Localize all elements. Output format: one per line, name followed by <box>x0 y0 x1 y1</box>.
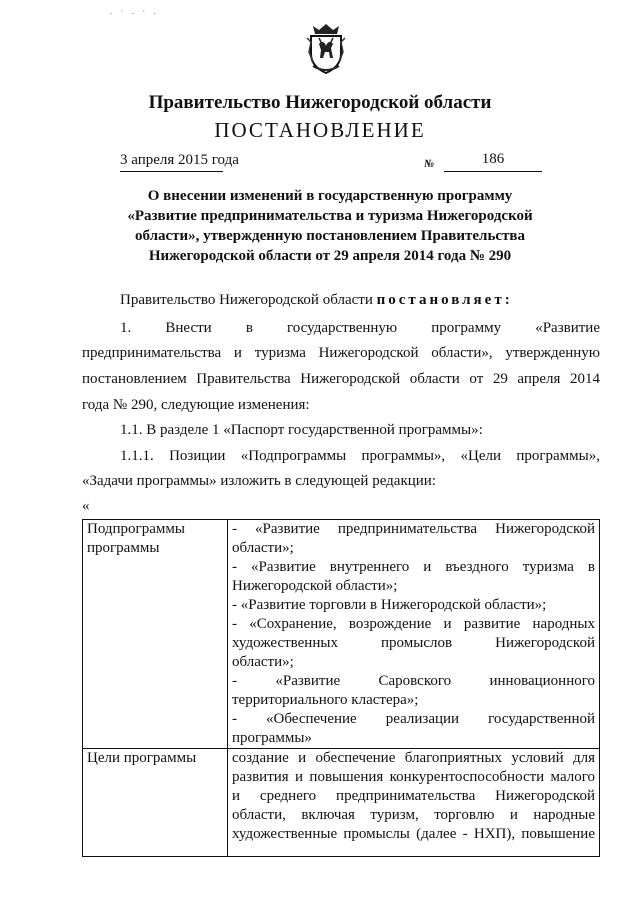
paragraph-1-line-3: постановлением Правительства Нижегородской области от 29 апреля 2014 <box>82 371 600 387</box>
paragraph-1-1-1-line-2: «Задачи программы» изложить в следующей редакции: <box>82 473 436 489</box>
row-text-line: - «Обеспечение реализации государственной <box>232 711 595 727</box>
paragraph-word: государственную <box>287 320 398 336</box>
paragraph-1-1: 1.1. В разделе 1 «Паспорт государственной программы»: <box>120 422 483 438</box>
subject-line: области», утвержденную постановлением Правительства <box>134 228 526 244</box>
paragraph-word: Внести <box>165 320 212 336</box>
row-text-line: - «Развитие торговли в Нижегородской области»; <box>232 597 547 613</box>
number-underline <box>444 171 542 172</box>
row-label-cell <box>83 520 228 749</box>
number-label: № <box>424 158 435 170</box>
row-text-line: - «Сохранение, возрождение и развитие народных <box>232 616 595 632</box>
row-label-cell <box>83 749 228 857</box>
date-underline <box>120 171 223 172</box>
paragraph-1-line-2: предпринимательства и туризма Нижегородской области», утвержденную <box>82 345 600 361</box>
paragraph-word: программу <box>431 320 502 336</box>
subject-line: О внесении изменений в государственную программу <box>147 188 513 204</box>
row-label: программы <box>87 540 160 556</box>
table-row <box>83 749 600 857</box>
paragraph-1-1-1-line-1: 1.1.1. Позиции «Подпрограммы программы», «Цели программы», <box>120 448 600 464</box>
row-label: Подпрограммы <box>87 521 185 537</box>
subject-line: «Развитие предпринимательства и туризма Нижегородской <box>127 208 533 224</box>
paragraph-1-line-4: года № 290, следующие изменения: <box>82 397 310 413</box>
row-text-line: области»; <box>232 540 294 556</box>
row-text-line: программы» <box>232 730 312 746</box>
row-text-line: художественные промыслы (далее - НХП), повышение <box>232 826 595 842</box>
row-text-line: - «Развитие Саровского инновационного <box>232 673 595 689</box>
row-text-line: - «Развитие внутреннего и въездного туризма в <box>232 559 595 575</box>
subject-line: Нижегородской области от 29 апреля 2014 года № 290 <box>148 248 512 264</box>
document-number: 186 <box>481 151 505 167</box>
row-text-line: развития и повышения конкурентоспособности малого <box>232 769 595 785</box>
document-date: 3 апреля 2015 года <box>120 152 239 168</box>
government-title: Правительство Нижегородской области <box>148 92 492 113</box>
table-row <box>83 520 600 749</box>
intro-verb: постановляет: <box>376 292 513 308</box>
row-text-line: - «Развитие предпринимательства Нижегородской <box>232 521 595 537</box>
paragraph-number: 1. <box>120 320 132 336</box>
row-value-cell <box>228 749 600 857</box>
row-value-cell <box>228 520 600 749</box>
coat-of-arms-emblem <box>303 22 349 74</box>
row-text-line: области, включая туризм, торговлю и народные <box>232 807 595 823</box>
document-subject <box>95 186 565 266</box>
paragraph-word: в <box>245 320 253 336</box>
row-text-line: создание и обеспечение благоприятных условий для <box>232 750 595 766</box>
top-marks: . · . · . <box>110 6 159 16</box>
paragraph-1-line-1 <box>120 318 600 338</box>
resolution-intro <box>120 290 513 310</box>
row-label: Цели программы <box>87 750 197 766</box>
intro-prefix: Правительство Нижегородской области <box>120 292 373 308</box>
row-text-line: Нижегородской области»; <box>232 578 398 594</box>
paragraph-word: «Развитие <box>535 320 600 336</box>
row-text-line-cut <box>232 844 595 856</box>
row-text-line: области»; <box>232 654 294 670</box>
row-text-line: художественных промыслов Нижегородской <box>232 635 595 651</box>
document-type-heading: ПОСТАНОВЛЕНИЕ <box>214 118 426 142</box>
row-text-line: территориального кластера»; <box>232 692 419 708</box>
passport-table <box>82 519 600 857</box>
quote-open-mark: « <box>82 498 90 514</box>
row-text-line: и среднего предпринимательства Нижегородской <box>232 788 595 804</box>
